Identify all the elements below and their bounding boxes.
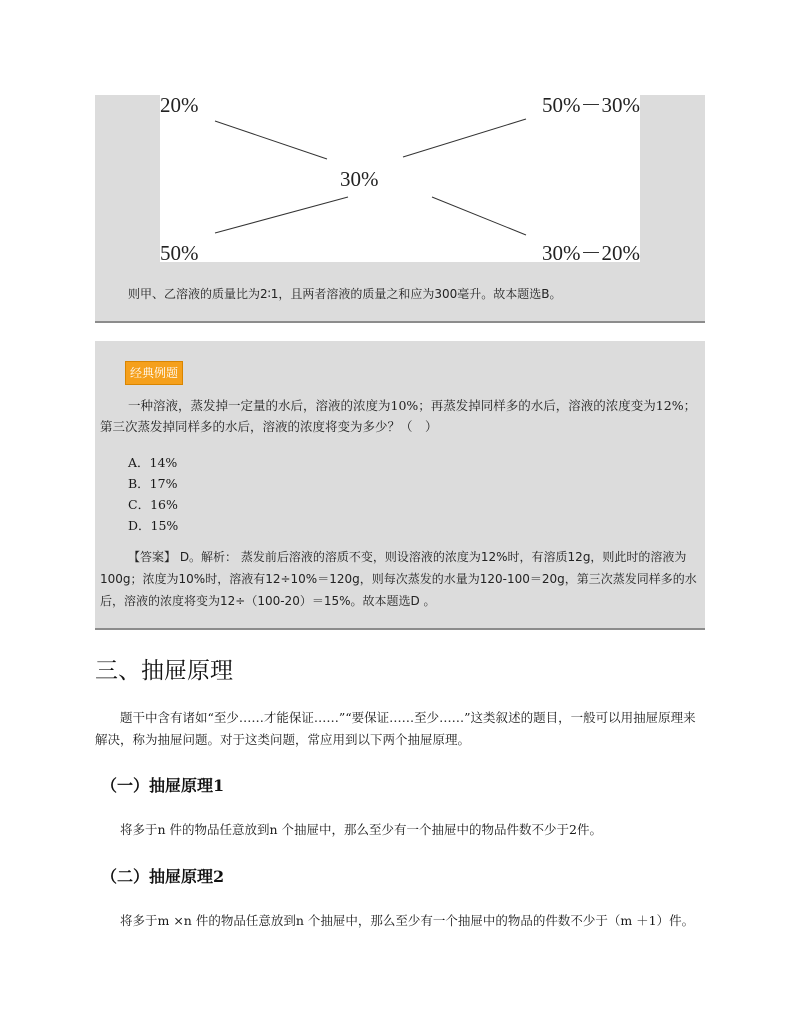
option-b: B．17% bbox=[128, 476, 178, 491]
line-bottom-right bbox=[432, 197, 526, 235]
option-a: A．14% bbox=[128, 455, 178, 470]
example-box bbox=[95, 341, 705, 630]
cross-diagram bbox=[160, 93, 640, 265]
conclusion-text: 则甲、乙溶液的质量比为2∶1，且两者溶液的质量之和应为300毫升。故本题选B。 bbox=[128, 287, 562, 301]
cross-top-left: 20% bbox=[160, 93, 199, 117]
subsection-title-1: （一）抽屉原理1 bbox=[101, 776, 225, 795]
line-top-left bbox=[215, 121, 327, 159]
solution-box bbox=[95, 95, 705, 323]
cross-bottom-left: 50% bbox=[160, 241, 199, 265]
line-bottom-left bbox=[215, 197, 348, 233]
example-badge: 经典例题 bbox=[125, 361, 183, 385]
question-text: 一种溶液，蒸发掉一定量的水后，溶液的浓度为10%；再蒸发掉同样多的水后，溶液的浓度变为12%；第三次蒸发掉同样多的水后，溶液的浓度将变为多少？（ ） bbox=[100, 398, 697, 434]
answer-text: 【答案】 D。解析： 蒸发前后溶液的溶质不变，则设溶液的浓度为12%时，有溶质12g，则此时的溶液为100g；浓度为10%时，溶液有12÷10%＝120g，则每次蒸发的水量为120-100＝20g，第三次蒸发同样多的水后，溶液的浓度将变为12÷（100-20）＝15%。故本题选D 。 bbox=[100, 550, 697, 608]
cross-bottom-right: 30%－20% bbox=[542, 241, 640, 265]
cross-lines bbox=[160, 95, 640, 265]
section-title: 三、抽屉原理 bbox=[95, 658, 233, 684]
cross-top-right: 50%－30% bbox=[542, 93, 640, 117]
subsection-title-2: （二）抽屉原理2 bbox=[101, 867, 225, 886]
option-c: C．16% bbox=[128, 497, 178, 512]
section-intro: 题干中含有诸如“至少……才能保证……”“要保证……至少……”这类叙述的题目，一般可以用抽屉原理来解决，称为抽屉问题。对于这类问题，常应用到以下两个抽屉原理。 bbox=[95, 710, 696, 747]
subsection-text-2: 将多于m ×n 件的物品任意放到n 个抽屉中，那么至少有一个抽屉中的物品的件数不少于（m ＋1）件。 bbox=[120, 913, 695, 928]
option-d: D．15% bbox=[128, 518, 179, 533]
line-top-right bbox=[403, 119, 526, 157]
subsection-text-1: 将多于n 件的物品任意放到n 个抽屉中，那么至少有一个抽屉中的物品件数不少于2件。 bbox=[120, 822, 603, 837]
cross-center: 30% bbox=[340, 167, 379, 191]
